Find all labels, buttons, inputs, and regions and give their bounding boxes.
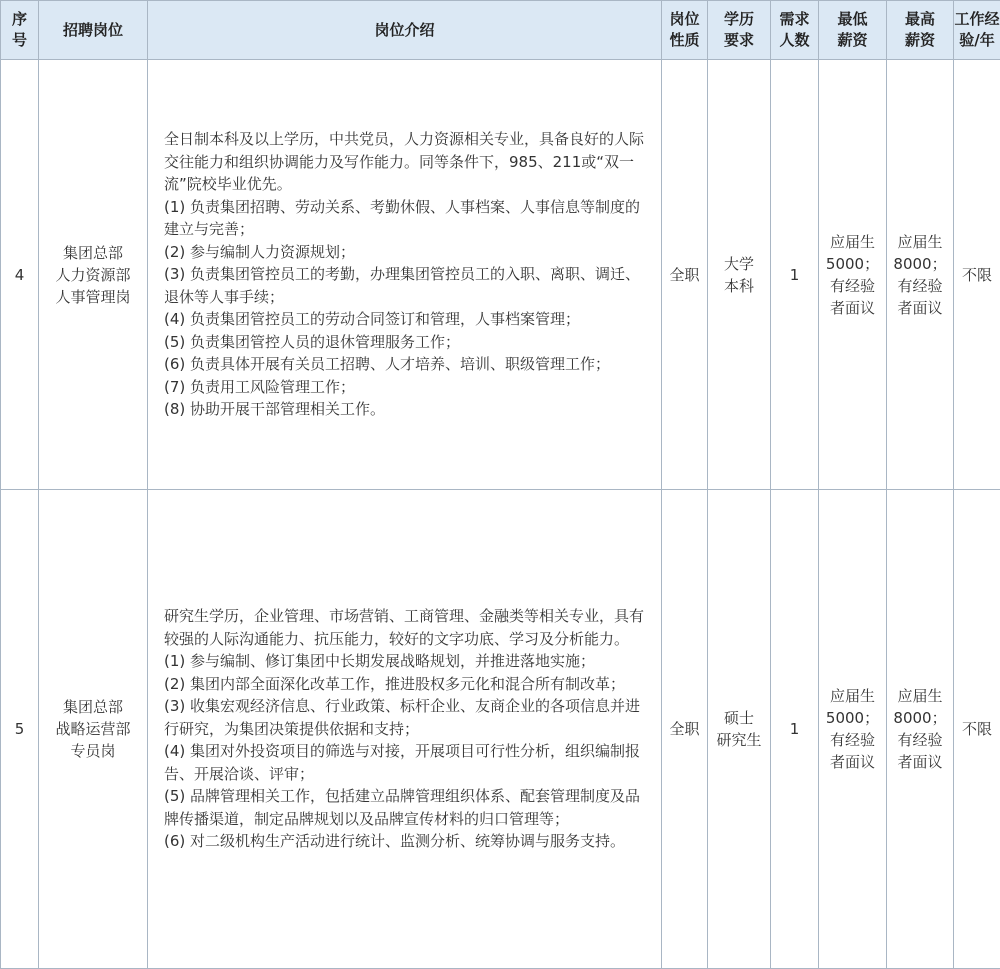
header-max-salary: 最高 薪资 — [887, 1, 954, 60]
intro-line: (3) 收集宏观经济信息、行业政策、标杆企业、友商企业的各项信息并进行研究，为集团决策提供依据和支持； — [164, 697, 641, 738]
row-intro — [148, 60, 662, 490]
intro-line: 全日制本科及以上学历，中共党员，人力资源相关专业，具备良好的人际交往能力和组织协调能力及写作能力。同等条件下，985、211或“双一流”院校毕业优先。 — [164, 130, 645, 194]
table-row — [1, 490, 1000, 969]
row-nature: 全职 — [662, 60, 708, 490]
header-intro: 岗位介绍 — [148, 1, 662, 60]
header-seq: 序 号 — [1, 1, 39, 60]
intro-line: (6) 负责具体开展有关员工招聘、人才培养、培训、职级管理工作； — [164, 355, 611, 374]
intro-line: 研究生学历，企业管理、市场营销、工商管理、金融类等相关专业，具有较强的人际沟通能力、抗压能力，较好的文字功底、学习及分析能力。 — [164, 607, 645, 648]
row-min-salary: 应届生 5000； 有经验 者面议 — [819, 490, 887, 969]
row-seq: 4 — [1, 60, 39, 490]
header-nature: 岗位 性质 — [662, 1, 708, 60]
intro-line: (5) 负责集团管控人员的退休管理服务工作； — [164, 332, 461, 351]
header-education: 学历 要求 — [708, 1, 771, 60]
row-education: 硕士 研究生 — [708, 490, 771, 969]
header-count: 需求 人数 — [771, 1, 819, 60]
intro-line: (1) 参与编制、修订集团中长期发展战略规划，并推进落地实施； — [164, 652, 596, 671]
header-min-salary: 最低 薪资 — [819, 1, 887, 60]
row-count: 1 — [771, 60, 819, 490]
intro-line: (3) 负责集团管控员工的考勤，办理集团管控员工的入职、离职、调迁、退休等人事手续； — [164, 265, 641, 306]
table-header-row — [1, 1, 1000, 60]
intro-line: (4) 集团对外投资项目的筛选与对接，开展项目可行性分析，组织编制报告、开展洽谈、评审； — [164, 742, 641, 783]
header-position: 招聘岗位 — [39, 1, 148, 60]
intro-line: (8) 协助开展干部管理相关工作。 — [164, 400, 386, 419]
row-education: 大学 本科 — [708, 60, 771, 490]
row-intro — [148, 490, 662, 969]
row-max-salary: 应届生 8000； 有经验 者面议 — [887, 490, 954, 969]
intro-line: (2) 参与编制人力资源规划； — [164, 242, 356, 261]
intro-line: (7) 负责用工风险管理工作； — [164, 377, 356, 396]
row-nature: 全职 — [662, 490, 708, 969]
row-position: 集团总部 人力资源部 人事管理岗 — [39, 60, 148, 490]
intro-line: (1) 负责集团招聘、劳动关系、考勤休假、人事档案、人事信息等制度的建立与完善； — [164, 197, 641, 239]
table-row — [1, 60, 1000, 490]
row-max-salary: 应届生 8000； 有经验 者面议 — [887, 60, 954, 490]
intro-line: (5) 品牌管理相关工作，包括建立品牌管理组织体系、配套管理制度及品牌传播渠道，制定品牌规划以及品牌宣传材料的归口管理等； — [164, 787, 641, 828]
header-experience: 工作经 验/年 — [954, 1, 1000, 60]
row-min-salary: 应届生 5000； 有经验 者面议 — [819, 60, 887, 490]
row-experience: 不限 — [954, 60, 1000, 490]
row-count: 1 — [771, 490, 819, 969]
row-seq: 5 — [1, 490, 39, 969]
intro-line: (6) 对二级机构生产活动进行统计、监测分析、统筹协调与服务支持。 — [164, 832, 626, 851]
row-position: 集团总部 战略运营部 专员岗 — [39, 490, 148, 969]
row-experience: 不限 — [954, 490, 1000, 969]
intro-line: (4) 负责集团管控员工的劳动合同签订和管理，人事档案管理； — [164, 310, 581, 329]
intro-line: (2) 集团内部全面深化改革工作，推进股权多元化和混合所有制改革； — [164, 674, 626, 693]
